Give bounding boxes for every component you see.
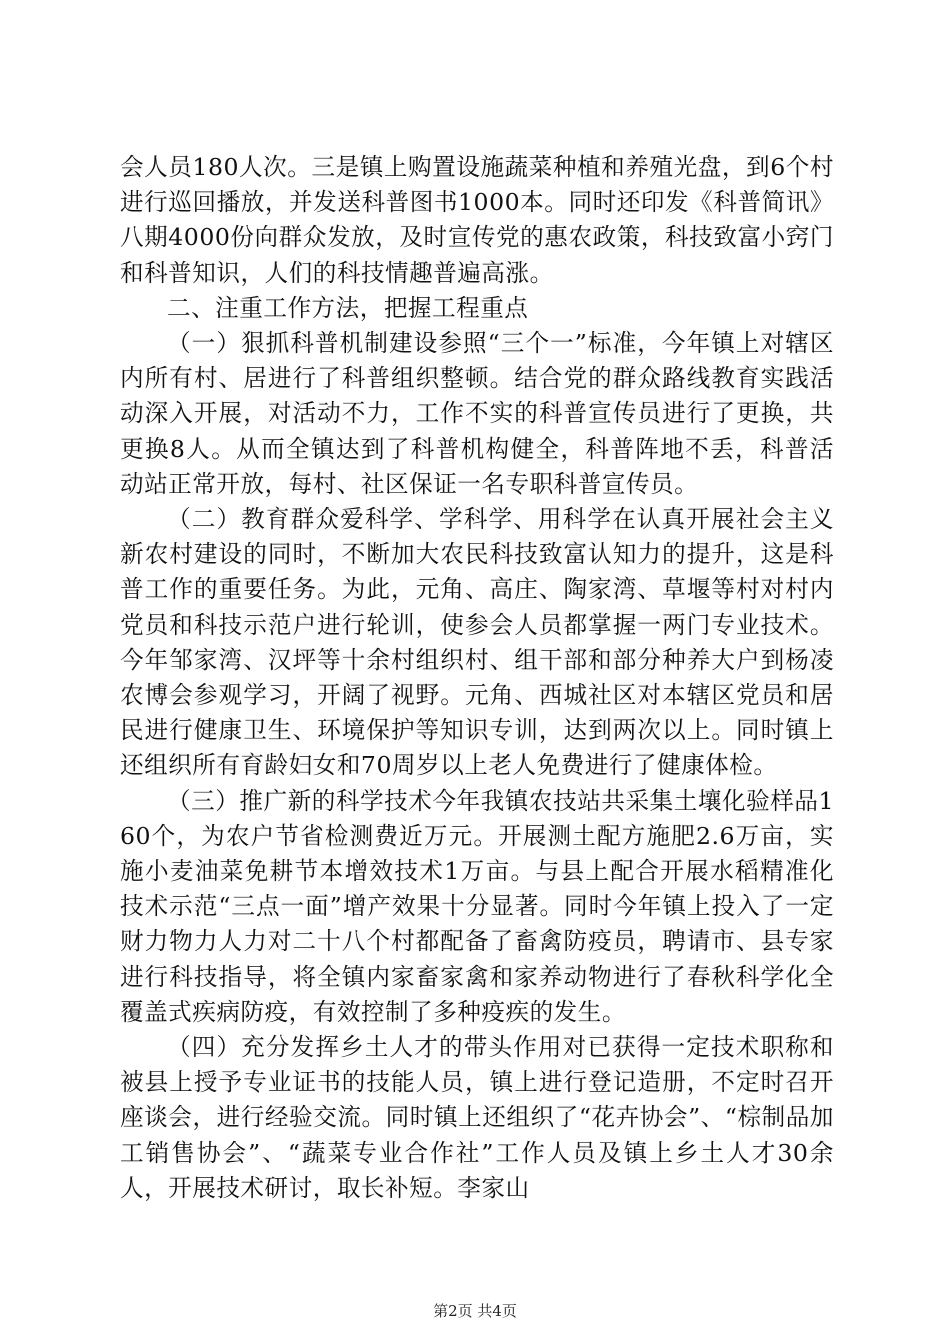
section-heading: 二、注重工作方法，把握工程重点 [167, 293, 529, 322]
document-body [120, 150, 834, 1206]
paragraph-item-4: （四）充分发挥乡土人才的带头作用对已获得一定技术职称和被县上授予专业证书的技能人员，镇上进行登记造册，不定时召开座谈会，进行经验交流。同时镇上还组织了“花卉协会”、“棕制品加工销售协会”、“蔬菜专业合作社”工作人员及镇上乡土人才30余人，开展技术研讨，取长补短。李家山 [120, 1033, 834, 1202]
paragraph-continuation: 会人员180人次。三是镇上购置设施蔬菜种植和养殖光盘，到6个村进行巡回播放，并发送科普图书1000本。同时还印发《科普简讯》八期4000份向群众发放，及时宣传党的惠农政策，科技致富小窍门和科普知识，人们的科技情趣普遍高涨。 [120, 153, 834, 287]
page-footer [0, 1301, 950, 1321]
paragraph-item-3: （三）推广新的科学技术今年我镇农技站共采集土壤化验样品160个，为农户节省检测费近万元。开展测土配方施肥2.6万亩，实施小麦油菜免耕节本增效技术1万亩。与县上配合开展水稻精准化技术示范“三点一面”增产效果十分显著。同时今年镇上投入了一定财力物力人力对二十八个村都配备了畜禽防疫员，聘请市、县专家进行科技指导，将全镇内家畜家禽和家养动物进行了春秋科学化全覆盖式疾病防疫，有效控制了多种疫疾的发生。 [120, 786, 834, 1026]
page-indicator: 第2页 共4页 [433, 1302, 517, 1320]
paragraph-item-1: （一）狠抓科普机制建设参照“三个一”标准，今年镇上对辖区内所有村、居进行了科普组织整顿。结合党的群众路线教育实践活动深入开展，对活动不力，工作不实的科普宣传员进行了更换，共更换8人。从而全镇达到了科普机构健全，科普阵地不丢，科普活动站正常开放，每村、社区保证一名专职科普宣传员。 [120, 329, 834, 498]
paragraph-item-2: （二）教育群众爱科学、学科学、用科学在认真开展社会主义新农村建设的同时，不断加大农民科技致富认知力的提升，这是科普工作的重要任务。为此，元角、高庄、陶家湾、草堰等村对村内党员和科技示范户进行轮训，使参会人员都掌握一两门专业技术。今年邹家湾、汉坪等十余村组织村、组干部和部分种养大户到杨凌农博会参观学习，开阔了视野。元角、西城社区对本辖区党员和居民进行健康卫生、环境保护等知识专训，达到两次以上。同时镇上还组织所有育龄妇女和70周岁以上老人免费进行了健康体检。 [120, 505, 834, 780]
